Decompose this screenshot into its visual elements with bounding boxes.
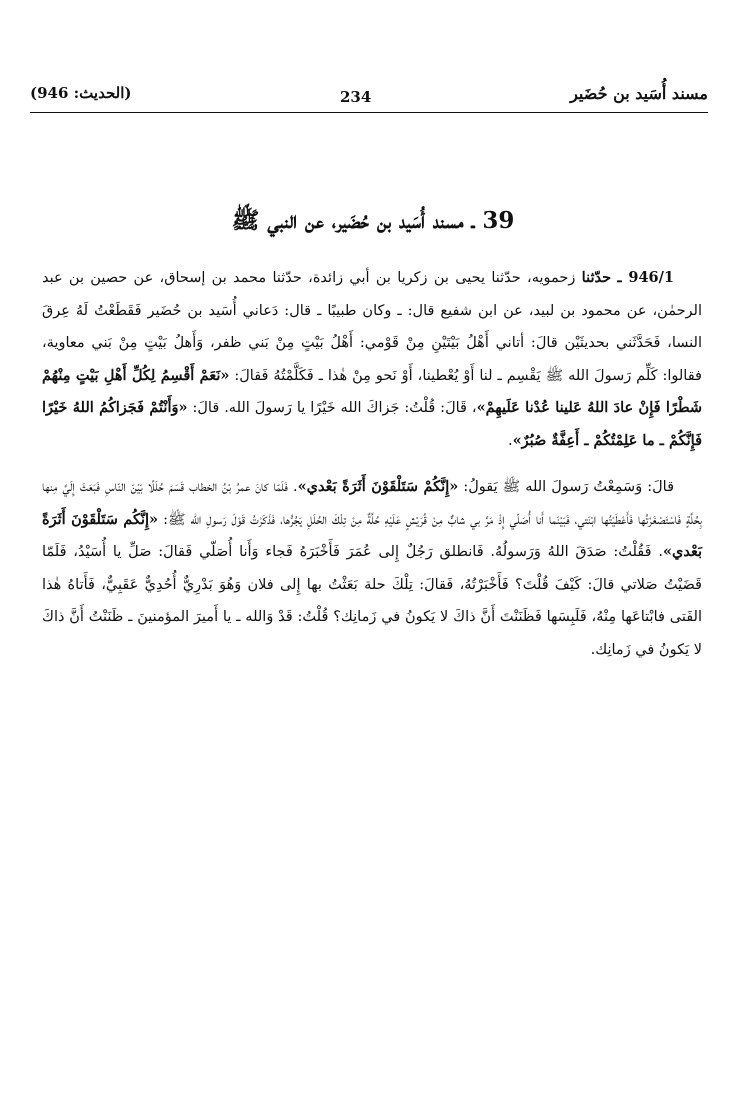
- hadith-text: . فَلَمّا كانَ عمرُ بْنُ الخطاب قَسَمَ حُلَلًا بَيْنَ النّاسِ فَبَعَثَ إِلَيَّ مِنها بِحُلَّةٍ فَاسْتَصْغَرْتُها فَأَعْطَيْتُها ابْنَتي، فَبَيْنَما أَنا أُصَلّي إِذْ مَرَّ بي شابٌّ مِنْ قُرَيْشٍ عَلَيْهِ حُلَّةٌ مِنْ تِلْكَ الحُلَلِ يَجُرُّها، فَذَكَرْتُ قَوْلَ رَسولِ الله ﷺ:: [42, 479, 703, 528]
- header-divider: [30, 112, 708, 113]
- prophetic-quote: «إِنَّكُمْ سَتَلْقَوْنَ أَثَرَةً بَعْدي»: [297, 478, 459, 495]
- hadith-text: زحمويه، حدّثنا يحيى بن زكريا بن أبي زائدة، حدّثنا محمد بن إسحاق، عن حصين بن عبد الرحمٰن، عن محمود بن لبيد، عن ابن شفيع قال: ـ وكان طبيبًا ـ قال: دَعاني أُسَيد بن حُضَير فَقَطَعْتُ لَهُ عِرقَ النسا، فَحَدَّثَني بحديثَيْن قالَ: أتاني أَهْلُ بَيْتَيْنِ مِنْ قَوْمي: أَهْلُ بَيْتٍ مِنْ بَني ظفر، وَأَهلُ بَيْتٍ مِنْ بَني معاوية، فقالوا: كَلِّم رَسولَ الله ﷺ يَقْسِم ـ لنا أَوْ يُعْطينا، أَوْ نَحو مِنْ هٰذا ـ فَكَلَّمْتُهُ فَقالَ:: [42, 270, 703, 384]
- prophetic-quote: «وَأَنْتُمْ فَجَزاكُمُ اللهُ خَيْرًا فَإِنَّكُمْ ـ ما عَلِمْتُكُمْ ـ أَعِفَّةٌ صُبُرٌ»: [42, 399, 702, 449]
- hadith-paragraph-2: [42, 471, 702, 666]
- hadith-text: .: [507, 432, 513, 449]
- page-number: 234: [340, 88, 372, 106]
- hadith-text: . فَقُلْتُ: صَدَقَ اللهُ وَرَسولُهُ. فَانطلق رَجُلٌ إِلى عُمَرَ فَأَخْبَرَهُ فَجاء وَأَنا أُصَلّي فَقالَ: صَلِّ يا أُسَيْدُ، فَلَمّا قَضَيْتُ صَلاتي قالَ: كَيْفَ قُلْتَ؟ فَأَخْبَرْتُهُ، فَقالَ: تِلْكَ حلة بَعَثْتُ بها إِلى فلان وَهُوَ بَدْرِيٌّ أُحُدِيٌّ عَقَبِيٌّ، فَأَتاهُ هٰذا الفَتى فابْتاعَها مِنْهُ، فَلَبِسَها فَظَنَنْتَ أَنَّ ذاكَ لا يَكونُ في زَمانِك؟ قُلْتُ: قَدْ وَالله ـ يا أَميرَ المؤمنينَ ـ ظَنَنْتُ أَنَّ ذاكَ لا يَكونُ في زَمانِك.: [42, 544, 702, 658]
- prophetic-quote: «نَعَمْ أَقْسِمُ لِكُلِّ أَهْلِ بَيْتٍ مِنْهُمْ شَطْرًا فَإِنْ عادَ اللهُ عَلينا عُدْنا عَلَيهِمْ»: [42, 366, 703, 416]
- running-title: مسند أُسَيد بن حُضَير: [570, 84, 708, 103]
- prophetic-quote: «إِنَّكُم سَتَلْقَوْنَ أَثَرَةً بَعْدي»: [42, 510, 702, 560]
- hadith-paragraph-1: [42, 262, 702, 457]
- hadith-text: قالَ: وَسَمِعْتُ رَسولَ الله ﷺ يَقولُ:: [463, 479, 674, 495]
- hadith-reference: (الحديث: 946): [30, 84, 132, 102]
- hadith-text: ، قَالَ: قُلْتُ: جَزاكَ الله خَيْرًا يا رَسولَ الله. قالَ:: [192, 400, 477, 416]
- isnad-opening: حدّثنا: [581, 269, 612, 286]
- hadith-number: 946/1 ـ: [617, 269, 675, 286]
- hadith-body: [42, 262, 702, 666]
- chapter-title: 39 ـ مسند أُسَيد بن حُضَير، عن النبي ﷺ: [231, 207, 515, 234]
- running-header: [30, 84, 708, 110]
